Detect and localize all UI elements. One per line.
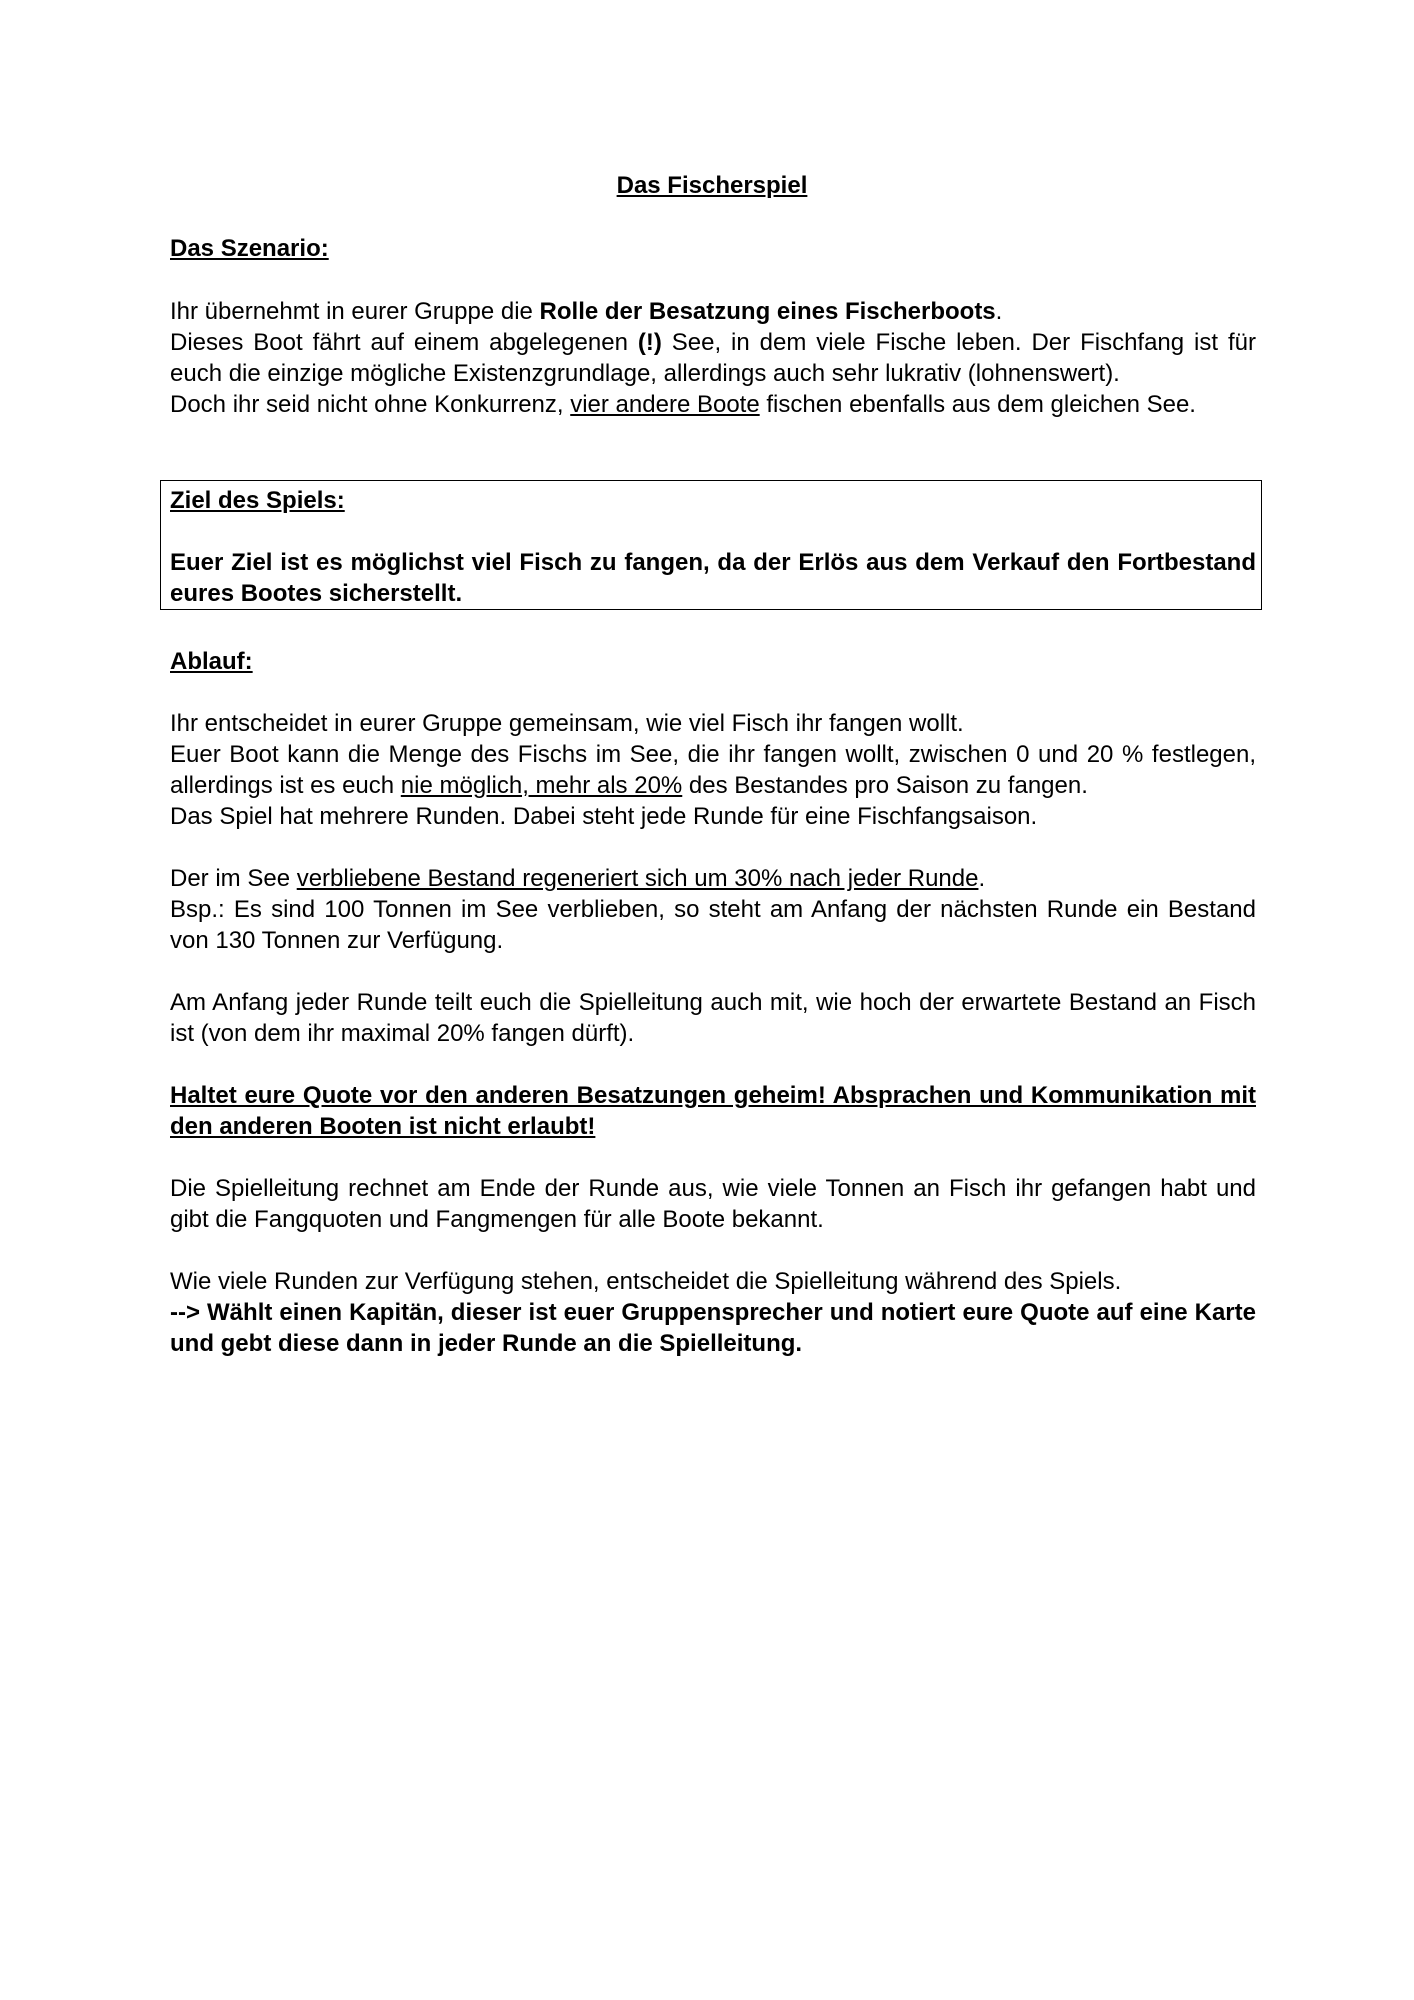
procedure-line-4: Der im See verbliebene Bestand regeneriert sich um 30% nach jeder Runde. <box>170 865 986 892</box>
procedure-line-6: Am Anfang jeder Runde teilt euch die Spielleitung auch mit, wie hoch der erwartete Bestand an Fisch ist (von dem ihr maximal 20% fangen dürft). <box>170 989 1256 1047</box>
procedure-line-1: Ihr entscheidet in eurer Gruppe gemeinsam, wie viel Fisch ihr fangen wollt. <box>170 710 964 737</box>
goal-box <box>160 480 1262 610</box>
scenario-line-1: Ihr übernehmt in eurer Gruppe die Rolle der Besatzung eines Fischerboots. <box>170 298 1003 325</box>
procedure-line-2: Euer Boot kann die Menge des Fischs im See, die ihr fangen wollt, zwischen 0 und 20 % festlegen, allerdings ist es euch nie möglich, mehr als 20% des Bestandes pro Saison zu fangen. <box>170 741 1256 799</box>
document-title: Das Fischerspiel <box>616 172 808 199</box>
procedure-text <box>170 708 1256 1359</box>
goal-text: Euer Ziel ist es möglichst viel Fisch zu fangen, da der Erlös aus dem Verkauf den Fortbestand eures Bootes sicherstellt. <box>170 549 1256 607</box>
procedure-section <box>170 646 1256 677</box>
captain-instruction: --> Wählt einen Kapitän, dieser ist euer Gruppensprecher und notiert eure Quote auf eine Karte und gebt diese dann in jeder Runde an die Spielleitung. <box>170 1299 1256 1357</box>
procedure-line-7: Die Spielleitung rechnet am Ende der Runde aus, wie viele Tonnen an Fisch ihr gefangen habt und gibt die Fangquoten und Fangmengen für alle Boote bekannt. <box>170 1175 1256 1233</box>
scenario-paragraph-3: Doch ihr seid nicht ohne Konkurrenz, vier andere Boote fischen ebenfalls aus dem gleichen See. <box>170 391 1196 418</box>
scenario-text <box>170 296 1256 420</box>
secrecy-notice: Haltet eure Quote vor den anderen Besatzungen geheim! Absprachen und Kommunikation mit den anderen Booten ist nicht erlaubt! <box>170 1082 1256 1140</box>
procedure-heading: Ablauf: <box>170 648 253 675</box>
scenario-heading: Das Szenario: <box>170 235 329 262</box>
goal-heading: Ziel des Spiels: <box>170 487 345 514</box>
procedure-line-3: Das Spiel hat mehrere Runden. Dabei steht jede Runde für eine Fischfangsaison. <box>170 803 1038 830</box>
scenario-section <box>170 233 1256 264</box>
procedure-line-8: Wie viele Runden zur Verfügung stehen, entscheidet die Spielleitung während des Spiels. <box>170 1268 1122 1295</box>
scenario-paragraph-2: Dieses Boot fährt auf einem abgelegenen (!) See, in dem viele Fische leben. Der Fischfang ist für euch die einzige mögliche Existenzgrundlage, allerdings auch sehr lukrativ (lohnenswert). <box>170 329 1256 387</box>
procedure-example: Bsp.: Es sind 100 Tonnen im See verblieben, so steht am Anfang der nächsten Runde ein Bestand von 130 Tonnen zur Verfügung. <box>170 896 1256 954</box>
